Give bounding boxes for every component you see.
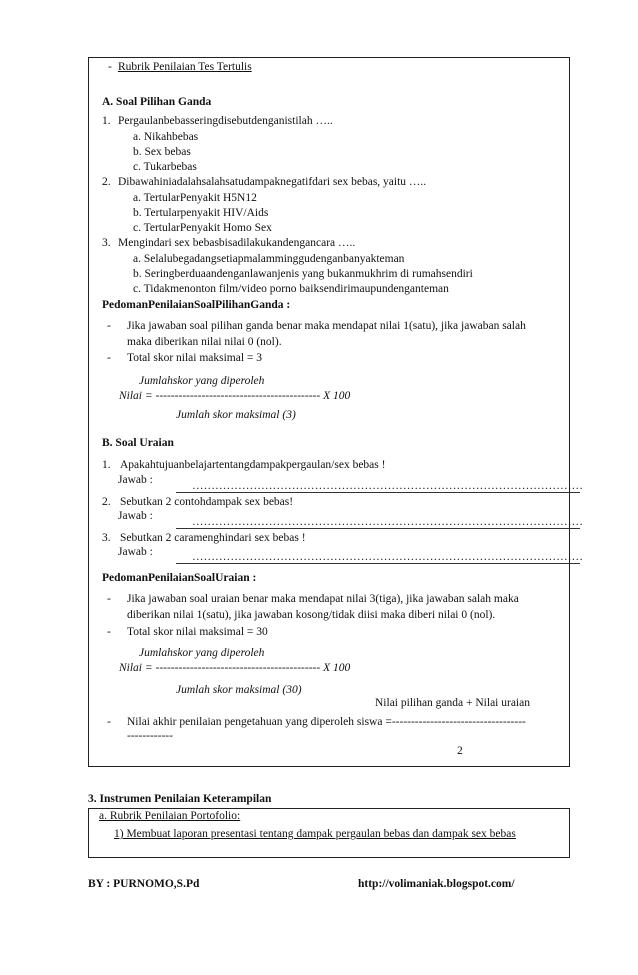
answer-option: c. Tidakmenonton film/video porno baiksendirimaupundenganteman xyxy=(133,283,449,295)
portfolio-item: 1) Membuat laporan presentasi tentang dampak pergaulan bebas dan dampak sex bebas xyxy=(114,828,516,840)
answer-option: a. Selalubegadangsetiapmalamminggudenganbanyakteman xyxy=(133,253,405,265)
uraian-guide-rule-line2: diberikan nilai 1(satu), jika jawaban kosong/tidak diisi maka diberi nilai 0 (nol). xyxy=(127,609,496,621)
pg-total-score: Total skor nilai maksimal = 3 xyxy=(127,352,263,364)
question-number: 1. xyxy=(102,459,111,471)
section-b-title: B. Soal Uraian xyxy=(102,437,174,449)
question-number: 3. xyxy=(102,237,111,249)
pg-guide-rule-line2: maka diberikan nilai nilai 0 (nol). xyxy=(127,336,282,348)
footer-author: BY : PURNOMO,S.Pd xyxy=(88,878,200,890)
pg-formula-numerator: Jumlahskor yang diperoleh xyxy=(139,375,265,387)
answer-line xyxy=(176,492,580,493)
question-number: 1. xyxy=(102,115,111,127)
pg-guide-title: PedomanPenilaianSoalPilihanGanda : xyxy=(102,299,291,311)
answer-label: Jawab : xyxy=(118,510,153,522)
answer-option: c. TertularPenyakit Homo Sex xyxy=(133,222,272,234)
portfolio-rubric-title: a. Rubrik Penilaian Portofolio: xyxy=(99,810,241,822)
bullet-dash: - xyxy=(107,593,111,605)
question-text: Mengindari sex bebasbisadilakukandengancara ….. xyxy=(118,237,356,249)
answer-label: Jawab : xyxy=(118,546,153,558)
answer-label: Jawab : xyxy=(118,474,153,486)
answer-line xyxy=(176,563,580,564)
question-text: Dibawahiniadalahsalahsatudampaknegatifdari sex bebas, yaitu ….. xyxy=(118,176,427,188)
uraian-formula-denominator: Jumlah skor maksimal (30) xyxy=(176,684,302,696)
pg-guide-rule-line1: Jika jawaban soal pilihan ganda benar maka mendapat nilai 1(satu), jika jawaban salah xyxy=(127,320,526,332)
question-number: 3. xyxy=(102,532,111,544)
footer-url[interactable]: http://volimaniak.blogspot.com/ xyxy=(358,878,515,890)
uraian-total-score: Total skor nilai maksimal = 30 xyxy=(127,626,268,638)
pg-formula: Nilai = ------------------------------------------- X 100 xyxy=(119,390,351,402)
answer-line xyxy=(176,528,580,529)
section-3-title: 3. Instrumen Penilaian Keterampilan xyxy=(88,793,272,805)
answer-option: a. TertularPenyakit H5N12 xyxy=(133,192,257,204)
uraian-guide-rule-line1: Jika jawaban soal uraian benar maka mendapat nilai 3(tiga), jika jawaban salah maka xyxy=(127,593,519,605)
question-text: Pergaulanbebasseringdisebutdenganistilah ….. xyxy=(118,115,333,127)
uraian-formula: Nilai = ------------------------------------------- X 100 xyxy=(119,662,351,674)
uraian-guide-title: PedomanPenilaianSoalUraian : xyxy=(102,572,257,584)
answer-dots: ………………………………………………………………………………………… xyxy=(192,551,583,563)
question-text: Apakahtujuanbelajartentangdampakpergaulan/sex bebas ! xyxy=(120,459,386,471)
final-formula-denominator: 2 xyxy=(457,745,463,757)
section-a-title: A. Soal Pilihan Ganda xyxy=(102,96,212,108)
question-text: Sebutkan 2 contohdampak sex bebas! xyxy=(120,496,294,508)
question-number: 2. xyxy=(102,496,111,508)
rubric-title: Rubrik Penilaian Tes Tertulis xyxy=(118,61,252,73)
bullet-dash: - xyxy=(107,352,111,364)
answer-dots: ………………………………………………………………………………………… xyxy=(192,516,583,528)
bullet-dash: - xyxy=(107,320,111,332)
bullet-dash: - xyxy=(107,626,111,638)
pg-formula-denominator: Jumlah skor maksimal (3) xyxy=(176,409,296,421)
question-number: 2. xyxy=(102,176,111,188)
answer-option: b. Seringberduaandenganlawanjenis yang bukanmukhrim di rumahsendiri xyxy=(133,268,473,280)
rubric-dash: - xyxy=(108,61,112,73)
answer-option: b. Sex bebas xyxy=(133,146,191,158)
final-formula-line2: ------------ xyxy=(127,730,173,742)
answer-option: c. Tukarbebas xyxy=(133,161,197,173)
answer-dots: ………………………………………………………………………………………… xyxy=(192,480,583,492)
answer-option: a. Nikahbebas xyxy=(133,131,199,143)
uraian-formula-numerator: Jumlahskor yang diperoleh xyxy=(139,647,265,659)
final-formula-numerator: Nilai pilihan ganda + Nilai uraian xyxy=(375,697,530,709)
question-text: Sebutkan 2 caramenghindari sex bebas ! xyxy=(120,532,306,544)
final-formula-line1: Nilai akhir penilaian pengetahuan yang diperoleh siswa =----------------------------------- xyxy=(127,716,526,728)
answer-option: b. Tertularpenyakit HIV/Aids xyxy=(133,207,269,219)
bullet-dash: - xyxy=(107,716,111,728)
